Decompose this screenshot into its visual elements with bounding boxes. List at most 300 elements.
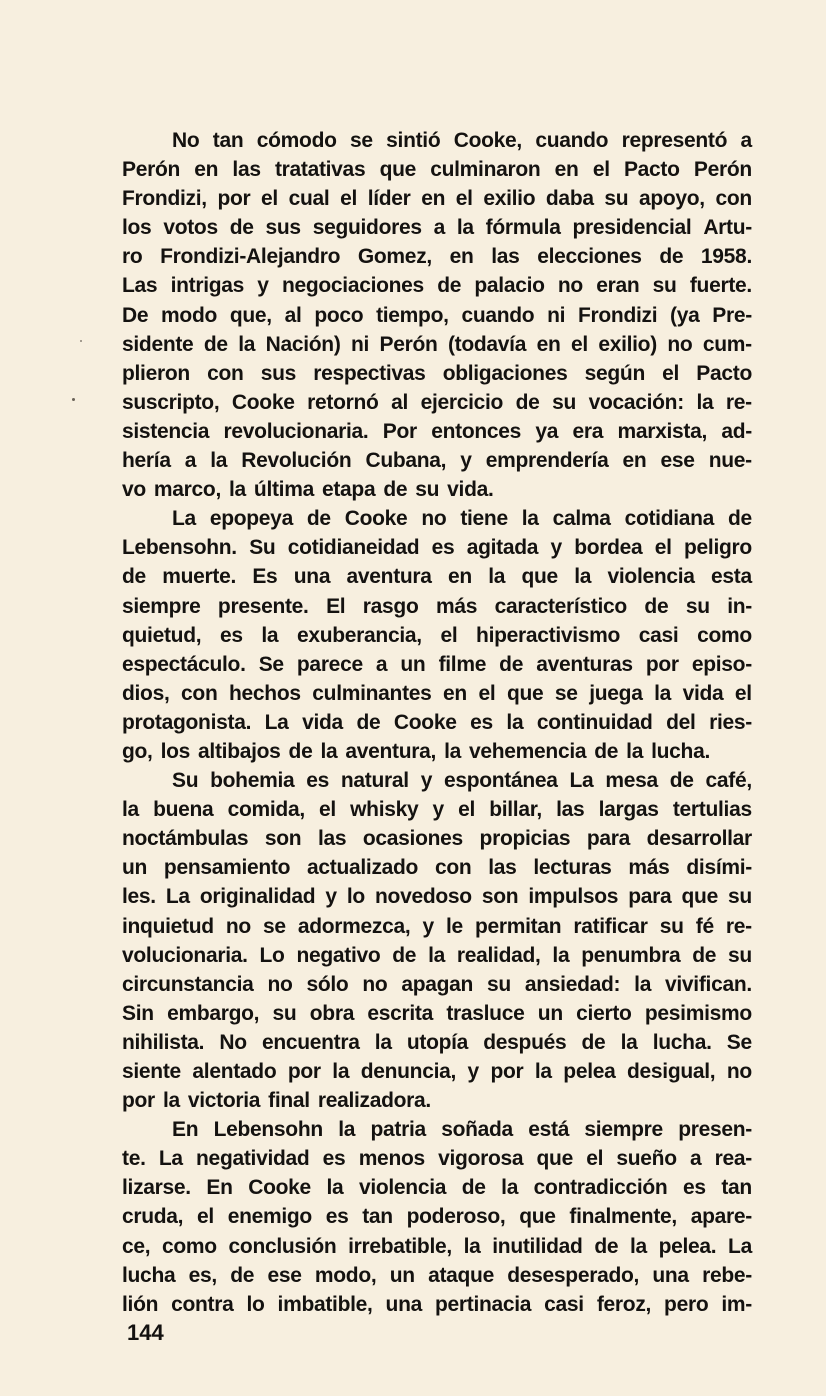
word: La xyxy=(728,1234,752,1258)
word: nue- xyxy=(708,449,752,473)
word: ni xyxy=(351,332,370,356)
word: las xyxy=(491,245,520,269)
word: siempre xyxy=(122,594,201,618)
word: realizadora. xyxy=(317,1089,431,1113)
word: cotidianeidad xyxy=(287,536,420,560)
word: Cooke xyxy=(393,710,457,734)
word: Frondizi xyxy=(577,303,658,327)
word: la xyxy=(374,1030,392,1054)
word: en xyxy=(421,187,446,211)
word: negativo xyxy=(296,943,381,967)
word: que xyxy=(379,158,416,182)
word: se xyxy=(554,681,578,705)
word: culminantes xyxy=(312,681,432,705)
word: no xyxy=(267,972,293,996)
word: Su xyxy=(172,769,199,793)
word: cum- xyxy=(702,332,752,356)
text-line xyxy=(122,126,752,155)
word: el xyxy=(261,187,278,211)
word: representó xyxy=(621,129,728,152)
word: una xyxy=(652,1263,689,1287)
word: El xyxy=(326,594,346,618)
word: el xyxy=(197,1205,214,1229)
word: tan xyxy=(721,1176,752,1200)
word: embargo, xyxy=(167,1001,260,1025)
text-line xyxy=(122,330,752,359)
word: la xyxy=(238,332,256,356)
word: emprendería xyxy=(485,449,609,473)
word: irrebatible, xyxy=(348,1234,452,1258)
word: rea- xyxy=(714,1147,752,1171)
word: la xyxy=(696,390,714,414)
word: la xyxy=(574,565,592,589)
word: largas xyxy=(598,798,659,822)
word: ese xyxy=(660,449,695,473)
word: a xyxy=(689,1147,702,1171)
word: aventura, xyxy=(345,739,437,763)
word: de xyxy=(594,739,619,763)
word: el xyxy=(455,187,473,211)
word: pensamiento xyxy=(163,856,291,880)
word: característico xyxy=(494,594,627,618)
word: contradicción xyxy=(533,1176,668,1200)
text-line xyxy=(122,650,752,679)
word: y xyxy=(257,274,269,298)
word: más xyxy=(435,594,478,618)
word: la xyxy=(534,1060,552,1083)
word: volucionaria. xyxy=(122,943,248,967)
word: culminaron xyxy=(430,158,541,182)
word: calma xyxy=(552,507,611,531)
text-line xyxy=(122,417,752,446)
word: lo xyxy=(346,885,365,909)
word: 1958. xyxy=(700,245,752,269)
word: de xyxy=(727,507,752,531)
word: lecturas xyxy=(533,856,612,880)
word: impulsos xyxy=(528,885,619,909)
word: ries- xyxy=(709,710,752,734)
text-line xyxy=(122,1173,752,1202)
word: de xyxy=(659,245,684,269)
word: y xyxy=(325,885,337,909)
word: victoria xyxy=(187,1089,261,1113)
word: la xyxy=(620,1030,638,1054)
word: Las xyxy=(122,274,158,298)
word: su xyxy=(728,885,752,909)
word: no xyxy=(225,914,251,938)
word: la xyxy=(501,1176,519,1200)
word: No xyxy=(219,1030,247,1054)
word: por xyxy=(122,1089,155,1113)
word: espectáculo. xyxy=(122,652,246,676)
word: está xyxy=(528,1118,570,1142)
word: el xyxy=(662,361,680,385)
word: de xyxy=(230,1263,255,1287)
word: la xyxy=(629,1234,647,1258)
word: pelea xyxy=(563,1060,616,1083)
word: vigorosa xyxy=(438,1147,524,1171)
word: de xyxy=(288,739,313,763)
word: la xyxy=(456,216,474,240)
text-line xyxy=(122,184,752,213)
text-line xyxy=(122,562,752,591)
text-line xyxy=(122,475,752,504)
word: que xyxy=(521,565,558,589)
word: aventura xyxy=(346,565,432,589)
word: Es xyxy=(252,565,278,589)
word: de xyxy=(669,769,694,793)
word: por xyxy=(217,187,251,211)
word: poco xyxy=(314,303,364,327)
word: se xyxy=(263,914,286,938)
word: fuerte. xyxy=(689,274,752,298)
word: la xyxy=(261,623,279,647)
word: vida xyxy=(682,681,724,705)
word: no xyxy=(667,332,693,356)
word: lo xyxy=(246,1292,265,1316)
word: tan xyxy=(212,129,244,152)
word: una xyxy=(385,1292,422,1316)
word: Pre- xyxy=(712,303,752,327)
word: en xyxy=(536,332,561,356)
word: de xyxy=(499,652,524,676)
word: la xyxy=(444,739,461,763)
word: por xyxy=(287,1060,321,1083)
word: su xyxy=(652,274,677,298)
text-line xyxy=(122,242,752,271)
text-line xyxy=(122,766,752,795)
word: la xyxy=(626,739,644,763)
word: fé xyxy=(695,914,714,938)
word: sueño xyxy=(616,1147,677,1171)
word: cierto xyxy=(576,1001,632,1025)
word: Perón xyxy=(693,158,752,182)
word: fórmula xyxy=(485,216,561,240)
word: no xyxy=(421,507,447,531)
word: no xyxy=(362,972,388,996)
word: daba xyxy=(545,187,594,211)
word: ataque xyxy=(428,1263,494,1287)
word: Cooke, xyxy=(453,129,522,152)
word: en xyxy=(554,158,579,182)
word: las xyxy=(488,856,517,880)
word: (todavía xyxy=(447,332,527,356)
word: inutilidad xyxy=(492,1234,583,1258)
word: Cubana, xyxy=(365,449,447,473)
word: su xyxy=(272,1001,297,1025)
word: ese xyxy=(267,1263,302,1287)
word: espontánea xyxy=(443,769,558,793)
word: feroz, xyxy=(596,1292,652,1316)
word: tan xyxy=(362,1205,393,1229)
word: Perón xyxy=(379,332,438,356)
word: que xyxy=(519,1205,556,1229)
word: como xyxy=(697,623,752,647)
word: revolucionaria. xyxy=(223,419,369,443)
word: las xyxy=(232,158,261,182)
text-line xyxy=(122,446,752,475)
text-line xyxy=(122,592,752,621)
word: ro xyxy=(122,245,143,269)
word: aventuras xyxy=(536,652,633,676)
word: Frondizi, xyxy=(122,187,207,211)
word: es xyxy=(431,536,455,560)
word: casi xyxy=(638,623,679,647)
word: permitan xyxy=(474,914,562,938)
word: de xyxy=(692,943,717,967)
word: a xyxy=(184,449,197,473)
word: de xyxy=(383,478,408,502)
word: de xyxy=(594,1234,619,1258)
word: soñada xyxy=(441,1118,513,1142)
word: vocación: xyxy=(588,390,684,414)
word: un xyxy=(537,1001,563,1025)
text-line xyxy=(122,271,752,300)
body-text xyxy=(122,126,752,1319)
text-line xyxy=(122,708,752,737)
word: in- xyxy=(727,594,752,618)
word: Artu- xyxy=(703,216,752,240)
word: pero xyxy=(664,1292,709,1316)
word: re- xyxy=(725,390,752,414)
word: siempre xyxy=(584,1118,663,1142)
word: tiempo, xyxy=(376,303,449,327)
word: violencia xyxy=(607,565,695,589)
word: desigual, xyxy=(627,1060,716,1083)
word: conclusión xyxy=(228,1234,337,1258)
word: noctámbulas xyxy=(122,827,249,851)
word: buena xyxy=(153,798,214,822)
word: desarrollar xyxy=(646,827,752,851)
word: etapa xyxy=(321,478,376,502)
word: palacio xyxy=(474,274,545,298)
word: su xyxy=(659,914,684,938)
word: de xyxy=(229,216,254,240)
word: de xyxy=(392,943,417,967)
word: casi xyxy=(544,1292,584,1316)
word: en xyxy=(449,245,474,269)
text-line xyxy=(122,213,752,242)
word: ad- xyxy=(721,419,752,443)
word: a xyxy=(740,129,752,152)
word: Su xyxy=(249,536,276,560)
word: hiperactivismo xyxy=(476,623,621,647)
word: muerte. xyxy=(162,565,237,589)
word: lucha. xyxy=(652,1030,712,1054)
word: obra xyxy=(309,1001,355,1025)
text-line xyxy=(122,882,752,911)
word: desesperado, xyxy=(507,1263,640,1287)
word: vida. xyxy=(447,478,494,502)
page-number: 144 xyxy=(127,1320,164,1345)
word: por xyxy=(645,652,679,676)
word: billar, xyxy=(489,798,542,822)
word: de xyxy=(515,390,540,414)
word: la xyxy=(488,565,506,589)
word: Cooke xyxy=(248,1176,311,1200)
word: después xyxy=(483,1030,567,1054)
word: exuberancia, xyxy=(296,623,422,647)
word: al xyxy=(391,390,409,414)
text-line xyxy=(122,1144,752,1173)
word: el xyxy=(478,681,496,705)
word: presen- xyxy=(678,1118,752,1142)
word: en xyxy=(622,449,647,473)
word: su xyxy=(728,943,752,967)
word: y xyxy=(432,798,444,822)
print-speck xyxy=(80,340,82,342)
word: al xyxy=(284,303,302,327)
word: sólo xyxy=(306,972,349,996)
word: una xyxy=(293,565,331,589)
word: patria xyxy=(370,1118,426,1142)
word: el xyxy=(586,1147,604,1171)
word: re- xyxy=(725,914,752,938)
word: La xyxy=(158,1147,183,1171)
word: contra xyxy=(171,1292,234,1316)
word: la xyxy=(521,507,539,531)
word: modo, xyxy=(314,1263,377,1287)
word: apoyo, xyxy=(638,187,705,211)
word: con xyxy=(181,681,218,705)
word: son xyxy=(264,827,302,851)
word: ansiedad: xyxy=(524,972,621,996)
word: ni xyxy=(547,303,566,327)
word: Lo xyxy=(259,943,285,967)
word: go, xyxy=(122,739,153,763)
word: inquietud xyxy=(122,914,214,938)
word: pesimismo xyxy=(644,1001,752,1025)
word: La xyxy=(165,885,190,909)
word: es xyxy=(683,1176,706,1200)
word: para xyxy=(628,885,672,909)
word: negociaciones xyxy=(281,274,424,298)
word: su xyxy=(487,972,511,996)
word: en xyxy=(448,565,472,589)
word: violencia xyxy=(358,1176,447,1200)
word: la xyxy=(552,943,570,967)
word: cómodo xyxy=(256,129,337,152)
word: es xyxy=(306,769,330,793)
word: líder xyxy=(367,187,411,211)
word: con xyxy=(207,361,244,385)
word: su xyxy=(604,187,629,211)
text-line xyxy=(122,388,752,417)
word: En xyxy=(172,1118,199,1142)
word: Por xyxy=(382,419,417,443)
word: en xyxy=(443,681,467,705)
word: cuando xyxy=(461,303,535,327)
word: sus xyxy=(260,361,297,385)
word: café, xyxy=(705,769,752,793)
word: finalmente, xyxy=(569,1205,677,1229)
word: whisky xyxy=(350,798,419,822)
word: un xyxy=(389,1263,415,1287)
word: última xyxy=(253,478,314,502)
text-line xyxy=(122,679,752,708)
word: el xyxy=(340,187,358,211)
word: comida, xyxy=(227,798,305,822)
word: lucha xyxy=(122,1263,176,1287)
word: no xyxy=(726,1060,752,1083)
word: cuando xyxy=(535,129,609,152)
word: alentado xyxy=(192,1060,277,1083)
word: hechos xyxy=(229,681,301,705)
word: la xyxy=(332,1060,350,1083)
word: (ya xyxy=(670,303,700,327)
word: bohemia xyxy=(210,769,295,793)
word: las xyxy=(317,827,347,851)
word: modo xyxy=(161,303,218,327)
word: los xyxy=(122,216,152,240)
word: Perón xyxy=(122,158,181,182)
word: obligaciones xyxy=(442,361,568,385)
word: a xyxy=(375,652,388,676)
text-line xyxy=(122,1028,752,1057)
word: exilio xyxy=(483,187,536,211)
word: entonces xyxy=(431,419,522,443)
word: su xyxy=(415,478,440,502)
word: seguidores xyxy=(312,216,422,240)
word: tratativas xyxy=(274,158,366,182)
word: que xyxy=(681,885,718,909)
word: tiene xyxy=(460,507,508,531)
word: la xyxy=(338,1118,356,1142)
word: apagan xyxy=(401,972,474,996)
word: la xyxy=(320,739,338,763)
word: para xyxy=(586,827,631,851)
word: la xyxy=(326,1176,344,1200)
text-line xyxy=(122,1086,752,1115)
word: de xyxy=(461,1176,486,1200)
word: intrigas xyxy=(170,274,245,298)
word: circunstancia xyxy=(122,972,254,996)
text-line xyxy=(122,853,752,882)
word: im- xyxy=(721,1292,752,1316)
word: pelea. xyxy=(658,1234,717,1258)
word: altibajos xyxy=(198,739,281,763)
word: tertulias xyxy=(672,798,752,822)
word: un xyxy=(400,652,426,676)
word: eran xyxy=(596,274,640,298)
word: más xyxy=(628,856,670,880)
word: cruda, xyxy=(122,1205,184,1229)
word: menos xyxy=(358,1147,425,1171)
word: se xyxy=(350,129,373,152)
word: Frondizi-Alejandro xyxy=(160,245,341,269)
word: vo xyxy=(122,478,146,502)
word: y xyxy=(422,914,434,938)
word: elecciones xyxy=(537,245,642,269)
text-line xyxy=(122,1202,752,1231)
word: por xyxy=(490,1060,524,1083)
word: el xyxy=(654,536,672,560)
word: marxista, xyxy=(617,419,707,443)
word: es xyxy=(325,1205,349,1229)
text-line xyxy=(122,824,752,853)
word: siente xyxy=(122,1060,181,1083)
word: natural xyxy=(340,769,409,793)
word: poderoso, xyxy=(406,1205,506,1229)
word: quietud, xyxy=(122,623,202,647)
word: no xyxy=(557,274,583,298)
text-line xyxy=(122,504,752,533)
word: vivifican. xyxy=(665,972,752,996)
word: votos xyxy=(163,216,218,240)
text-line xyxy=(122,912,752,941)
word: sintió xyxy=(386,129,441,152)
word: De xyxy=(122,303,149,327)
